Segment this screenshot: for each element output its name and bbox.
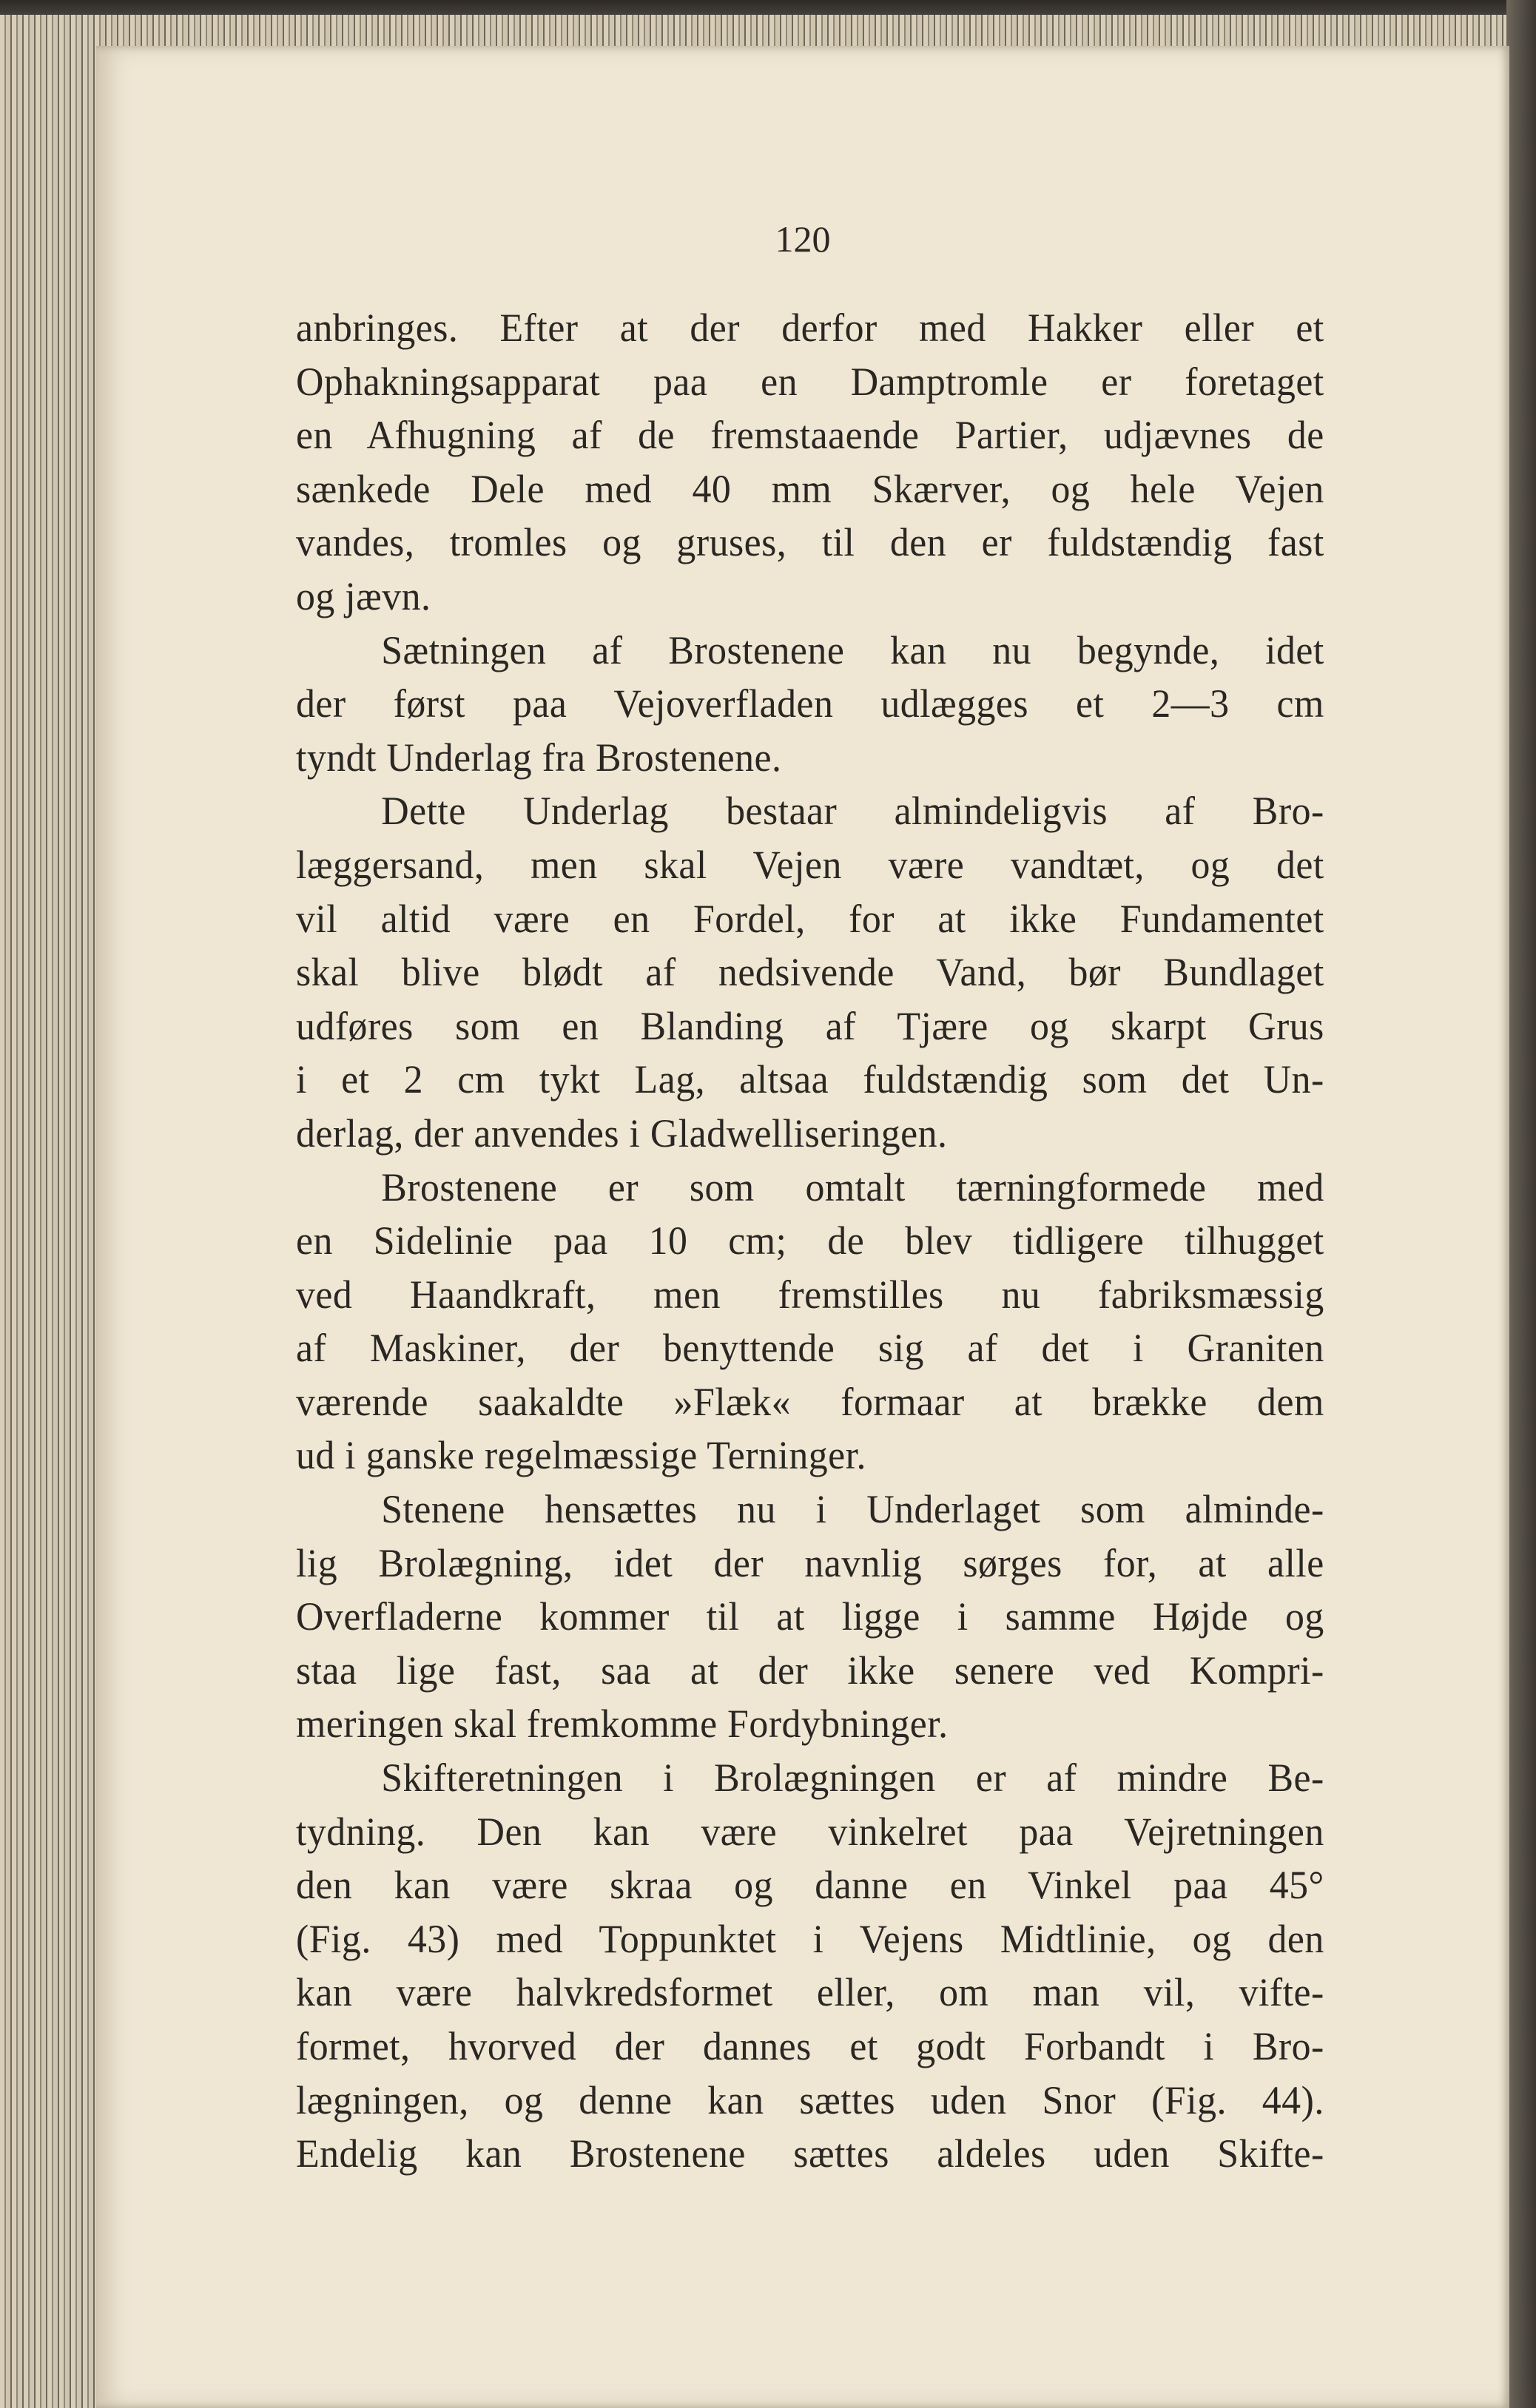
text-line: sænkede Dele med 40 mm Skærver, og hele Vejen — [296, 466, 1324, 511]
page-number: 120 — [775, 218, 831, 260]
text-line: der først paa Vejoverfladen udlægges et 2—3 cm — [296, 681, 1324, 726]
page-body-text — [296, 301, 1326, 2181]
text-line: ud i ganske regelmæssige Terninger. — [296, 1433, 866, 1478]
text-line: ved Haandkraft, men fremstilles nu fabriksmæssig — [296, 1272, 1324, 1317]
text-line: tydning. Den kan være vinkelret paa Vejretningen — [296, 1809, 1324, 1854]
text-line: derlag, der anvendes i Gladwelliseringen. — [296, 1110, 948, 1156]
text-line: anbringes. Efter at der derfor med Hakker eller et — [296, 306, 1324, 350]
text-line: (Fig. 43) med Toppunktet i Vejens Midtlinie, og den — [296, 1916, 1324, 1961]
paragraph — [296, 624, 1326, 785]
text-line: en Sidelinie paa 10 cm; de blev tidligere tilhugget — [296, 1218, 1324, 1264]
text-line: Ophakningsapparat paa en Damptromle er foretaget — [296, 359, 1324, 404]
text-line: læggersand, men skal Vejen være vandtæt, og det — [296, 842, 1324, 887]
text-line: staa lige fast, saa at der ikke senere ved Kompri- — [296, 1648, 1324, 1693]
text-line: kan være halvkredsformet eller, om man vil, vifte- — [296, 1970, 1324, 2015]
paragraph — [296, 1751, 1326, 2181]
paragraph — [296, 1161, 1326, 1483]
text-line: lig Brolægning, idet der navnlig sørges for, at alle — [296, 1540, 1324, 1585]
text-line: og jævn. — [296, 573, 431, 618]
paragraph — [296, 1483, 1326, 1751]
text-line: den kan være skraa og danne en Vinkel paa 45° — [296, 1863, 1324, 1908]
text-line: Skifteretningen i Brolægningen er af mindre Be- — [381, 1756, 1324, 1801]
text-line: lægningen, og denne kan sættes uden Snor (Fig. 44). — [296, 2077, 1324, 2122]
text-line: tyndt Underlag fra Brostenene. — [296, 735, 782, 780]
text-line: en Afhugning af de fremstaaende Partier, udjævnes de — [296, 413, 1324, 458]
text-line: Dette Underlag bestaar almindeligvis af Bro- — [381, 789, 1324, 834]
text-line: formet, hvorved der dannes et godt Forbandt i Bro- — [296, 2024, 1324, 2068]
book-right-edge — [1506, 0, 1536, 2408]
text-line: Stenene hensættes nu i Underlaget som alminde- — [381, 1487, 1324, 1532]
text-line: vandes, tromles og gruses, til den er fuldstændig fast — [296, 520, 1324, 565]
text-line: skal blive blødt af nedsivende Vand, bør Bundlaget — [296, 950, 1324, 995]
text-line: Overfladerne kommer til at ligge i samme Højde og — [296, 1594, 1324, 1639]
text-line: værende saakaldte »Flæk« formaar at brække dem — [296, 1379, 1324, 1424]
text-line: vil altid være en Fordel, for at ikke Fundamentet — [296, 896, 1324, 941]
text-line: udføres som en Blanding af Tjære og skarpt Grus — [296, 1003, 1324, 1048]
text-line: Sætningen af Brostenene kan nu begynde, idet — [381, 627, 1324, 672]
text-line: i et 2 cm tykt Lag, altsaa fuldstændig som det Un- — [296, 1057, 1324, 1102]
text-line: Endelig kan Brostenene sættes aldeles uden Skifte- — [296, 2131, 1324, 2176]
book-page — [96, 46, 1509, 2408]
paragraph — [296, 301, 1326, 624]
text-line: meringen skal fremkomme Fordybninger. — [296, 1702, 949, 1747]
text-line: af Maskiner, der benyttende sig af det i Graniten — [296, 1326, 1324, 1371]
paragraph — [296, 784, 1326, 1160]
text-line: Brostenene er som omtalt tærningformede med — [381, 1164, 1324, 1210]
